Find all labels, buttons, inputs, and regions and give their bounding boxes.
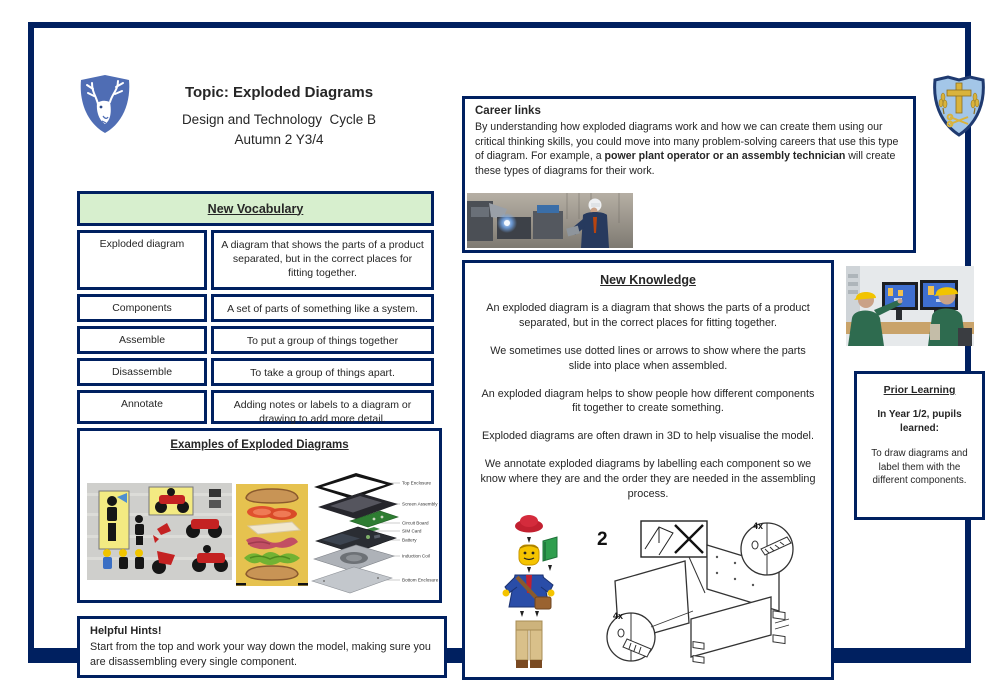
- phone-label: Battery: [402, 537, 417, 543]
- helpful-hints-body: Start from the top and work your way down the model, making sure you are disassembling every single component.: [90, 641, 431, 668]
- lego-minifig-exploded-image: [493, 513, 565, 675]
- table-row: [77, 294, 434, 322]
- school-badge-cross-icon: [931, 74, 987, 138]
- phone-label: Top Enclosure: [402, 480, 432, 486]
- knowledge-paragraph: An exploded diagram helps to show people how different components fit together to create something.: [481, 387, 815, 415]
- vocab-term: Components: [77, 294, 207, 322]
- workers-photo: [846, 266, 974, 346]
- career-links-box: [462, 96, 916, 253]
- school-logo-deer-icon: [79, 74, 131, 134]
- vocab-term: Exploded diagram: [77, 230, 207, 290]
- vocab-definition: To put a group of things together: [211, 326, 434, 354]
- header-title-block: [144, 84, 414, 149]
- vocab-term: Disassemble: [77, 358, 207, 386]
- page-title: Topic: Exploded Diagrams: [184, 84, 374, 101]
- subtitle-line-2: Autumn 2 Y3/4: [234, 131, 324, 147]
- knowledge-paragraph: We annotate exploded diagrams by labelling each component so we know where they are and the order they are needed in the assembling process.: [480, 458, 816, 501]
- career-links-body: [475, 120, 903, 178]
- vocab-term: Annotate: [77, 390, 207, 424]
- prior-learning-body: To draw diagrams and label them with the different components.: [871, 448, 968, 487]
- examples-title: Examples of Exploded Diagrams: [170, 439, 349, 451]
- lego-instructions-image: [87, 483, 232, 580]
- phone-label: Screen Assembly: [402, 501, 438, 507]
- career-text-bold: power plant operator or an assembly technician: [604, 150, 846, 163]
- phone-label: Circuit Board: [402, 520, 429, 526]
- phone-label: SIM Card: [402, 528, 422, 534]
- table-row: [77, 390, 434, 424]
- vocab-term: Assemble: [77, 326, 207, 354]
- ikea-quantity-label: 4x: [613, 611, 624, 621]
- sandwich-exploded-image: [236, 484, 308, 586]
- phone-exploded-image: [308, 469, 440, 599]
- knowledge-paragraph: We sometimes use dotted lines or arrows to show where the parts slide into place when assembled.: [490, 344, 806, 372]
- vocabulary-table: [77, 191, 434, 424]
- subtitle-line-1: Design and Technology Cycle B: [181, 112, 377, 127]
- prior-learning-title: Prior Learning: [883, 384, 956, 396]
- career-photo: [467, 193, 633, 248]
- new-knowledge-box: [462, 260, 834, 680]
- prior-learning-box: [854, 371, 985, 520]
- phone-label: Bottom Enclosure: [402, 577, 439, 583]
- ikea-instructions-image: [589, 515, 805, 677]
- career-links-title: Career links: [475, 105, 541, 117]
- table-row: [77, 358, 434, 386]
- vocabulary-title: New Vocabulary: [77, 191, 434, 226]
- ikea-quantity-label: 4x: [753, 521, 764, 531]
- vocab-definition: A diagram that shows the parts of a product separated, but in the correct places for fitting together.: [211, 230, 434, 290]
- examples-box: [77, 428, 442, 603]
- career-text-start: By understanding how exploded diagrams work and how we can create them using our critical thinking skills, you could move into many problem-solving careers that use this type of diagram. For example, a: [475, 121, 899, 163]
- table-row: [77, 326, 434, 354]
- vocab-definition: To take a group of things apart.: [211, 358, 434, 386]
- table-row: [77, 230, 434, 290]
- knowledge-paragraph: An exploded diagram is a diagram that shows the parts of a product separated, but in the correct places for fitting together.: [486, 302, 810, 329]
- knowledge-paragraph: Exploded diagrams are often drawn in 3D to help visualise the model.: [482, 430, 814, 443]
- vocab-definition: Adding notes or labels to a diagram or drawing to add more detail.: [211, 390, 434, 424]
- prior-learning-subheading: In Year 1/2, pupils learned:: [877, 409, 962, 434]
- ikea-step-number: 2: [597, 529, 608, 550]
- phone-label: Induction Coil: [402, 553, 430, 559]
- vocab-definition: A set of parts of something like a system.: [211, 294, 434, 322]
- poster-frame: [28, 22, 971, 668]
- helpful-hints-title: Helpful Hints!: [90, 625, 162, 637]
- new-knowledge-title: New Knowledge: [600, 273, 696, 287]
- career-text-end: will create these types of diagrams for their work.: [475, 150, 896, 177]
- helpful-hints-box: [77, 616, 447, 678]
